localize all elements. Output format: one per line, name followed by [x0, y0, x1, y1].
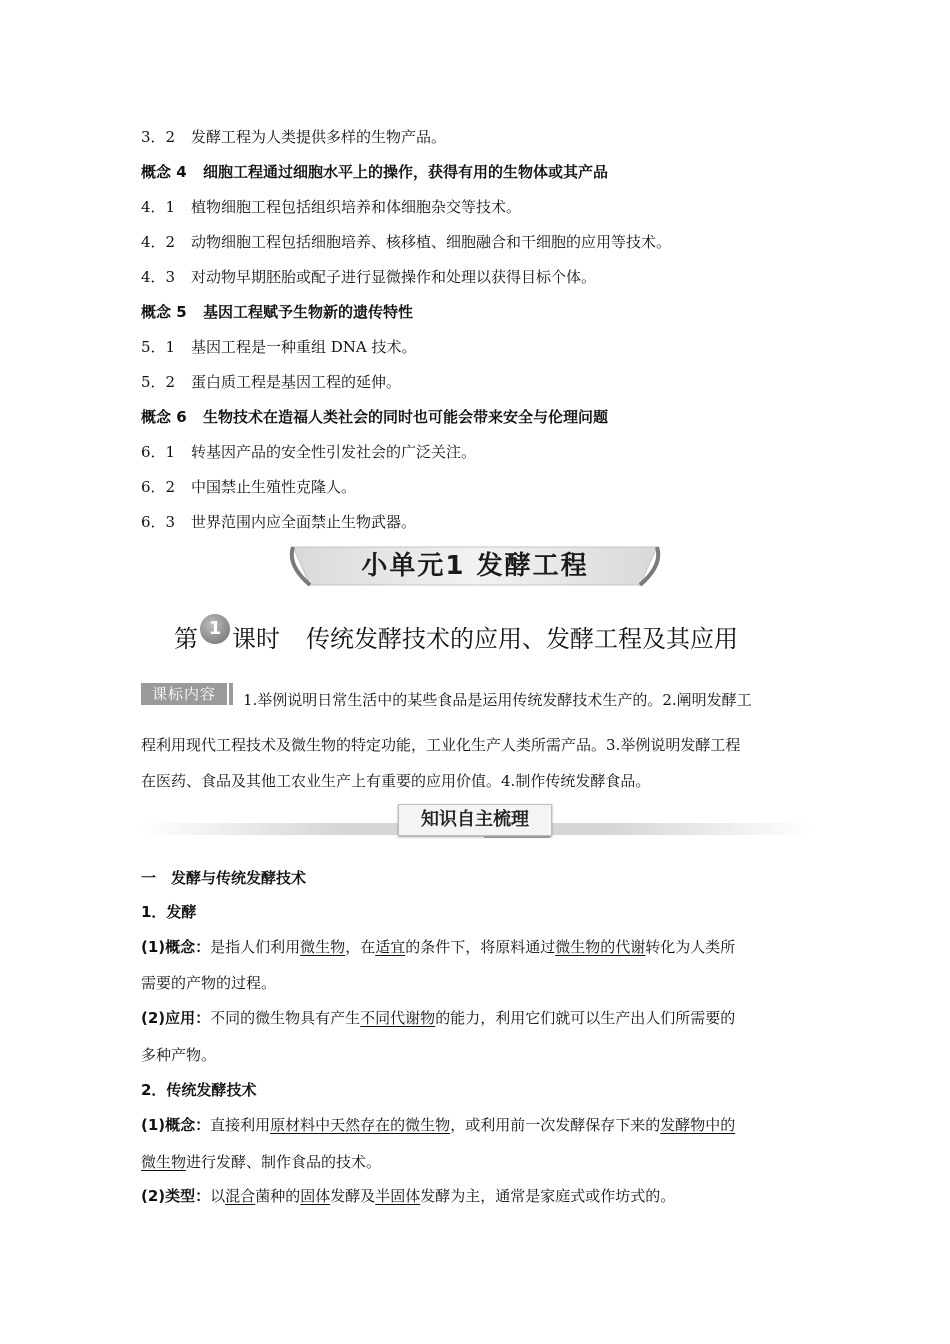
blank-answer: 适宜	[375, 938, 406, 956]
concept-heading	[141, 302, 811, 322]
text: 菌种的	[255, 1187, 301, 1205]
item-text: 生物技术在造福人类社会的同时也可能会带来安全与伦理问题	[203, 408, 609, 426]
lesson-suffix: 课时	[232, 624, 280, 653]
text: 不同的微生物具有产生	[210, 1009, 361, 1027]
text: 是指人们利用	[210, 938, 301, 956]
item-number: 概念 6	[141, 408, 187, 426]
fermentation-application	[141, 1008, 811, 1028]
fermentation-application-cont: 多种产物。	[141, 1046, 217, 1064]
item-text: 细胞工程通过细胞水平上的操作，获得有用的生物体或其产品	[203, 163, 609, 181]
label: (1)概念：	[141, 1116, 211, 1134]
text: 的条件下，将原料通过	[405, 938, 556, 956]
blank-answer: 微生物	[300, 938, 346, 956]
lesson-prefix: 第	[174, 624, 198, 653]
concept-heading	[141, 162, 811, 182]
item-number: 6．2	[141, 478, 176, 496]
list-item	[141, 372, 811, 392]
item-text: 对动物早期胚胎或配子进行显微操作和处理以获得目标个体。	[191, 268, 597, 286]
item-number: 概念 4	[141, 163, 187, 181]
item-number: 5．2	[141, 373, 176, 391]
list-item	[141, 337, 811, 357]
text: 的能力，利用它们就可以生产出人们所需要的	[435, 1009, 736, 1027]
blank-answer: 不同代谢物	[360, 1009, 436, 1027]
subheading-traditional: 2．传统发酵技术	[141, 1081, 257, 1099]
standard-text-line-1: 1.举例说明日常生活中的某些食品是运用传统发酵技术生产的。2.阐明发酵工	[243, 691, 752, 709]
lesson-title-text: 传统发酵技术的应用、发酵工程及其应用	[306, 624, 738, 653]
text: 转化为人类所	[645, 938, 736, 956]
item-number: 6．1	[141, 443, 176, 461]
traditional-definition	[141, 1115, 811, 1135]
concept-heading	[141, 407, 811, 427]
item-text: 中国禁止生殖性克隆人。	[191, 478, 357, 496]
section-title: 知识自主梳理	[398, 804, 552, 836]
blank-answer: 混合	[225, 1187, 256, 1205]
text: 进行发酵、制作食品的技术。	[186, 1153, 382, 1171]
item-text: 植物细胞工程包括组织培养和体细胞杂交等技术。	[191, 198, 522, 216]
fermentation-definition-cont: 需要的产物的过程。	[141, 974, 277, 992]
text: 以	[210, 1187, 226, 1205]
item-number: 概念 5	[141, 303, 187, 321]
list-item	[141, 477, 811, 497]
item-number: 4．3	[141, 268, 176, 286]
standard-tag: 课标内容	[141, 683, 227, 705]
unit-title: 小单元1 发酵工程	[361, 551, 589, 581]
blank-answer: 微生物的代谢	[555, 938, 646, 956]
item-text: 基因工程赋予生物新的遗传特性	[203, 303, 414, 321]
blank-answer: 固体	[300, 1187, 331, 1205]
subheading-fermentation: 1．发酵	[141, 903, 197, 921]
traditional-types	[141, 1186, 811, 1206]
text: 发酵及	[330, 1187, 376, 1205]
standard-text-line-3: 在医药、食品及其他工农业生产上有重要的应用价值。4.制作传统发酵食品。	[141, 772, 651, 790]
blank-answer: 半固体	[375, 1187, 421, 1205]
list-item	[141, 197, 811, 217]
item-text: 基因工程是一种重组 DNA 技术。	[191, 338, 417, 356]
item-text: 世界范围内应全面禁止生物武器。	[191, 513, 417, 531]
unit-banner	[285, 543, 665, 589]
blank-answer: 原材料中天然存在的微生物	[270, 1116, 451, 1134]
label: (2)类型：	[141, 1187, 211, 1205]
fermentation-definition	[141, 937, 811, 957]
item-number: 5．1	[141, 338, 176, 356]
list-item	[141, 512, 811, 532]
label: (2)应用：	[141, 1009, 211, 1027]
item-text: 蛋白质工程是基因工程的延伸。	[191, 373, 402, 391]
standard-tag-bar	[229, 683, 233, 705]
list-item	[141, 442, 811, 462]
lesson-title	[174, 616, 738, 656]
item-text: 转基因产品的安全性引发社会的广泛关注。	[191, 443, 477, 461]
lesson-number-badge: 1	[200, 614, 230, 644]
item-number: 4．2	[141, 233, 176, 251]
item-number: 6．3	[141, 513, 176, 531]
text: ，在	[345, 938, 376, 956]
part-heading: 一 发酵与传统发酵技术	[141, 869, 307, 887]
list-item	[141, 232, 811, 252]
traditional-definition-cont	[141, 1152, 811, 1172]
text: ，或利用前一次发酵保存下来的	[450, 1116, 661, 1134]
label: (1)概念：	[141, 938, 211, 956]
blank-answer: 微生物	[141, 1153, 187, 1171]
blank-answer: 发酵物中的	[660, 1116, 736, 1134]
list-item	[141, 267, 811, 287]
standard-text-line-2: 程利用现代工程技术及微生物的特定功能，工业化生产人类所需产品。3.举例说明发酵工程	[141, 736, 741, 754]
text: 发酵为主，通常是家庭式或作坊式的。	[420, 1187, 676, 1205]
item-text: 发酵工程为人类提供多样的生物产品。	[191, 128, 447, 146]
text: 直接利用	[210, 1116, 271, 1134]
list-item	[141, 127, 811, 147]
item-number: 3．2	[141, 128, 176, 146]
item-text: 动物细胞工程包括细胞培养、核移植、细胞融合和干细胞的应用等技术。	[191, 233, 672, 251]
item-number: 4．1	[141, 198, 176, 216]
